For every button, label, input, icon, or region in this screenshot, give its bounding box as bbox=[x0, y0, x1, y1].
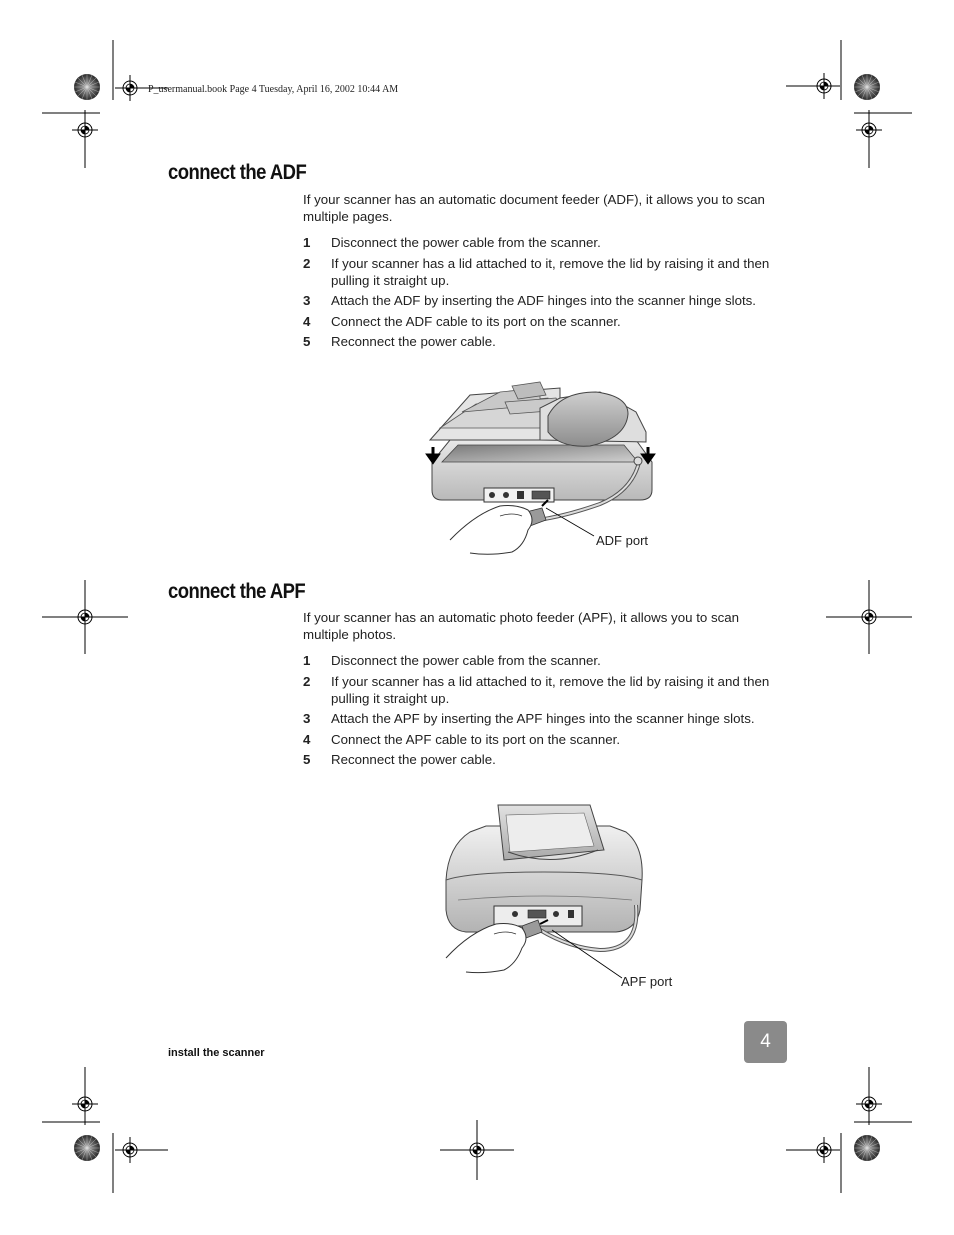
step-number: 4 bbox=[303, 313, 311, 329]
page-number: 4 bbox=[760, 1031, 771, 1052]
step-number: 1 bbox=[303, 235, 311, 250]
step-number: 5 bbox=[303, 752, 311, 767]
adf-intro: If your scanner has an automatic document feeder (ADF), it allows you to scan multiple pages. bbox=[303, 192, 765, 224]
step-text: Connect the APF cable to its port on the scanner. bbox=[331, 731, 621, 747]
step-number: 2 bbox=[303, 255, 311, 271]
apf-port-callout: APF port bbox=[621, 974, 673, 989]
step-text: Connect the ADF cable to its port on the scanner. bbox=[331, 313, 621, 329]
step-number: 2 bbox=[303, 673, 311, 689]
step-text: Disconnect the power cable from the scanner. bbox=[331, 235, 601, 250]
apf-intro: If your scanner has an automatic photo feeder (APF), it allows you to scan multiple photos. bbox=[303, 610, 740, 642]
step-number: 3 bbox=[303, 293, 311, 308]
adf-port-callout: ADF port bbox=[596, 533, 649, 548]
step-text: If your scanner has a lid attached to it, remove the lid by raising it and then pulling it straight up. bbox=[331, 673, 770, 706]
step-text: Attach the ADF by inserting the ADF hinges into the scanner hinge slots. bbox=[331, 293, 757, 308]
apf-section-title: connect the APF bbox=[168, 580, 306, 603]
step-text: If your scanner has a lid attached to it, remove the lid by raising it and then pulling it straight up. bbox=[331, 255, 770, 288]
step-number: 4 bbox=[303, 731, 311, 747]
step-number: 3 bbox=[303, 711, 311, 726]
step-number: 1 bbox=[303, 653, 311, 668]
step-text: Disconnect the power cable from the scanner. bbox=[331, 653, 601, 668]
step-text: Reconnect the power cable. bbox=[331, 752, 496, 767]
footer-section-label: install the scanner bbox=[168, 1047, 265, 1059]
page-number-tab bbox=[744, 1021, 787, 1063]
step-text: Reconnect the power cable. bbox=[331, 334, 496, 349]
book-header: P_usermanual.book Page 4 Tuesday, April 16, 2002 10:44 AM bbox=[148, 84, 399, 95]
adf-section-title: connect the ADF bbox=[168, 161, 307, 184]
step-text: Attach the APF by inserting the APF hinges into the scanner hinge slots. bbox=[331, 711, 755, 726]
step-number: 5 bbox=[303, 334, 311, 349]
